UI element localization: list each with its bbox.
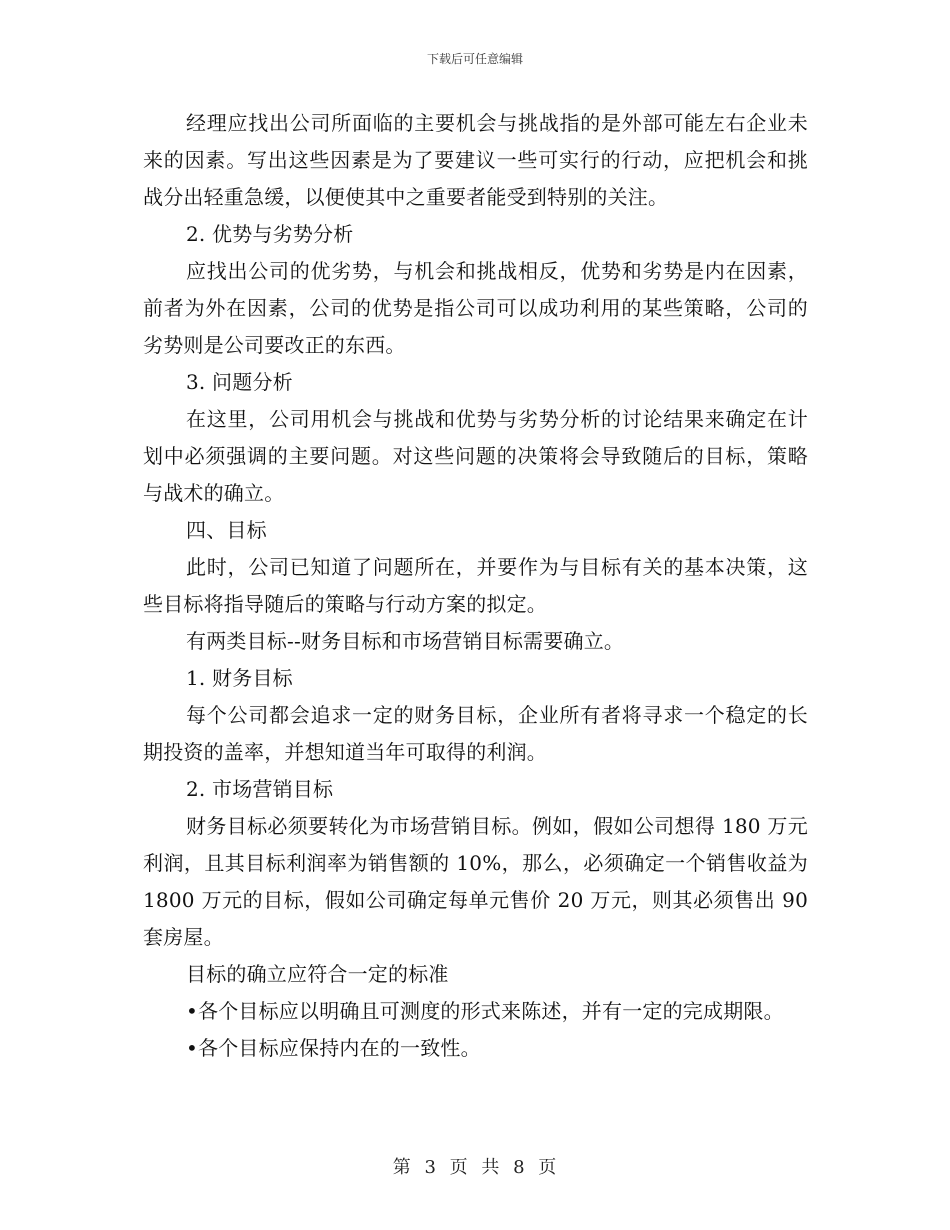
- paragraph-strengths-weaknesses: 应找出公司的优劣势，与机会和挑战相反，优势和劣势是内在因素，前者为外在因素，公司的优势是指公司可以成功利用的某些策略，公司的劣势则是公司要改正的东西。: [143, 259, 808, 357]
- heading-objectives: 四、目标: [186, 518, 267, 542]
- paragraph-objective-criteria: 目标的确立应符合一定的标准: [186, 962, 449, 986]
- heading-marketing-objectives: 2. 市场营销目标: [186, 777, 334, 801]
- paragraph-opportunities: 经理应找出公司所面临的主要机会与挑战指的是外部可能左右企业未来的因素。写出这些因素是为了要建议一些可实行的行动，应把机会和挑战分出轻重急缓，以便使其中之重要者能受到特别的关注。: [143, 111, 808, 209]
- paragraph-two-objective-types: 有两类目标--财务目标和市场营销目标需要确立。: [186, 629, 625, 653]
- paragraph-financial-objectives: 每个公司都会追求一定的财务目标，企业所有者将寻求一个稳定的长期投资的盖率，并想知道当年可取得的利润。: [143, 703, 808, 764]
- bullet-measurable-objectives: •各个目标应以明确且可测度的形式来陈述，并有一定的完成期限。: [186, 999, 784, 1023]
- heading-problem-analysis: 3. 问题分析: [186, 370, 293, 394]
- document-body: [143, 105, 808, 1067]
- heading-financial-objectives: 1. 财务目标: [186, 666, 293, 690]
- heading-strengths-weaknesses: 2. 优势与劣势分析: [186, 222, 354, 246]
- paragraph-marketing-objectives: 财务目标必须要转化为市场营销目标。例如，假如公司想得 180 万元利润，且其目标利润率为销售额的 10%，那么，必须确定一个销售收益为 1800 万元的目标，假如公司确定每单元售价 20 万元，则其必须售出 90 套房屋。: [143, 814, 808, 949]
- page-header: 下载后可任意编辑: [426, 52, 523, 66]
- paragraph-problem-analysis: 在这里，公司用机会与挑战和优势与劣势分析的讨论结果来确定在计划中必须强调的主要问题。对这些问题的决策将会导致随后的目标，策略与战术的确立。: [143, 407, 808, 505]
- bullet-consistent-objectives: •各个目标应保持内在的一致性。: [186, 1036, 481, 1060]
- page-footer: 第 3 页 共 8 页: [392, 1157, 558, 1178]
- paragraph-objectives-intro: 此时，公司已知道了问题所在，并要作为与目标有关的基本决策，这些目标将指导随后的策略与行动方案的拟定。: [143, 555, 808, 616]
